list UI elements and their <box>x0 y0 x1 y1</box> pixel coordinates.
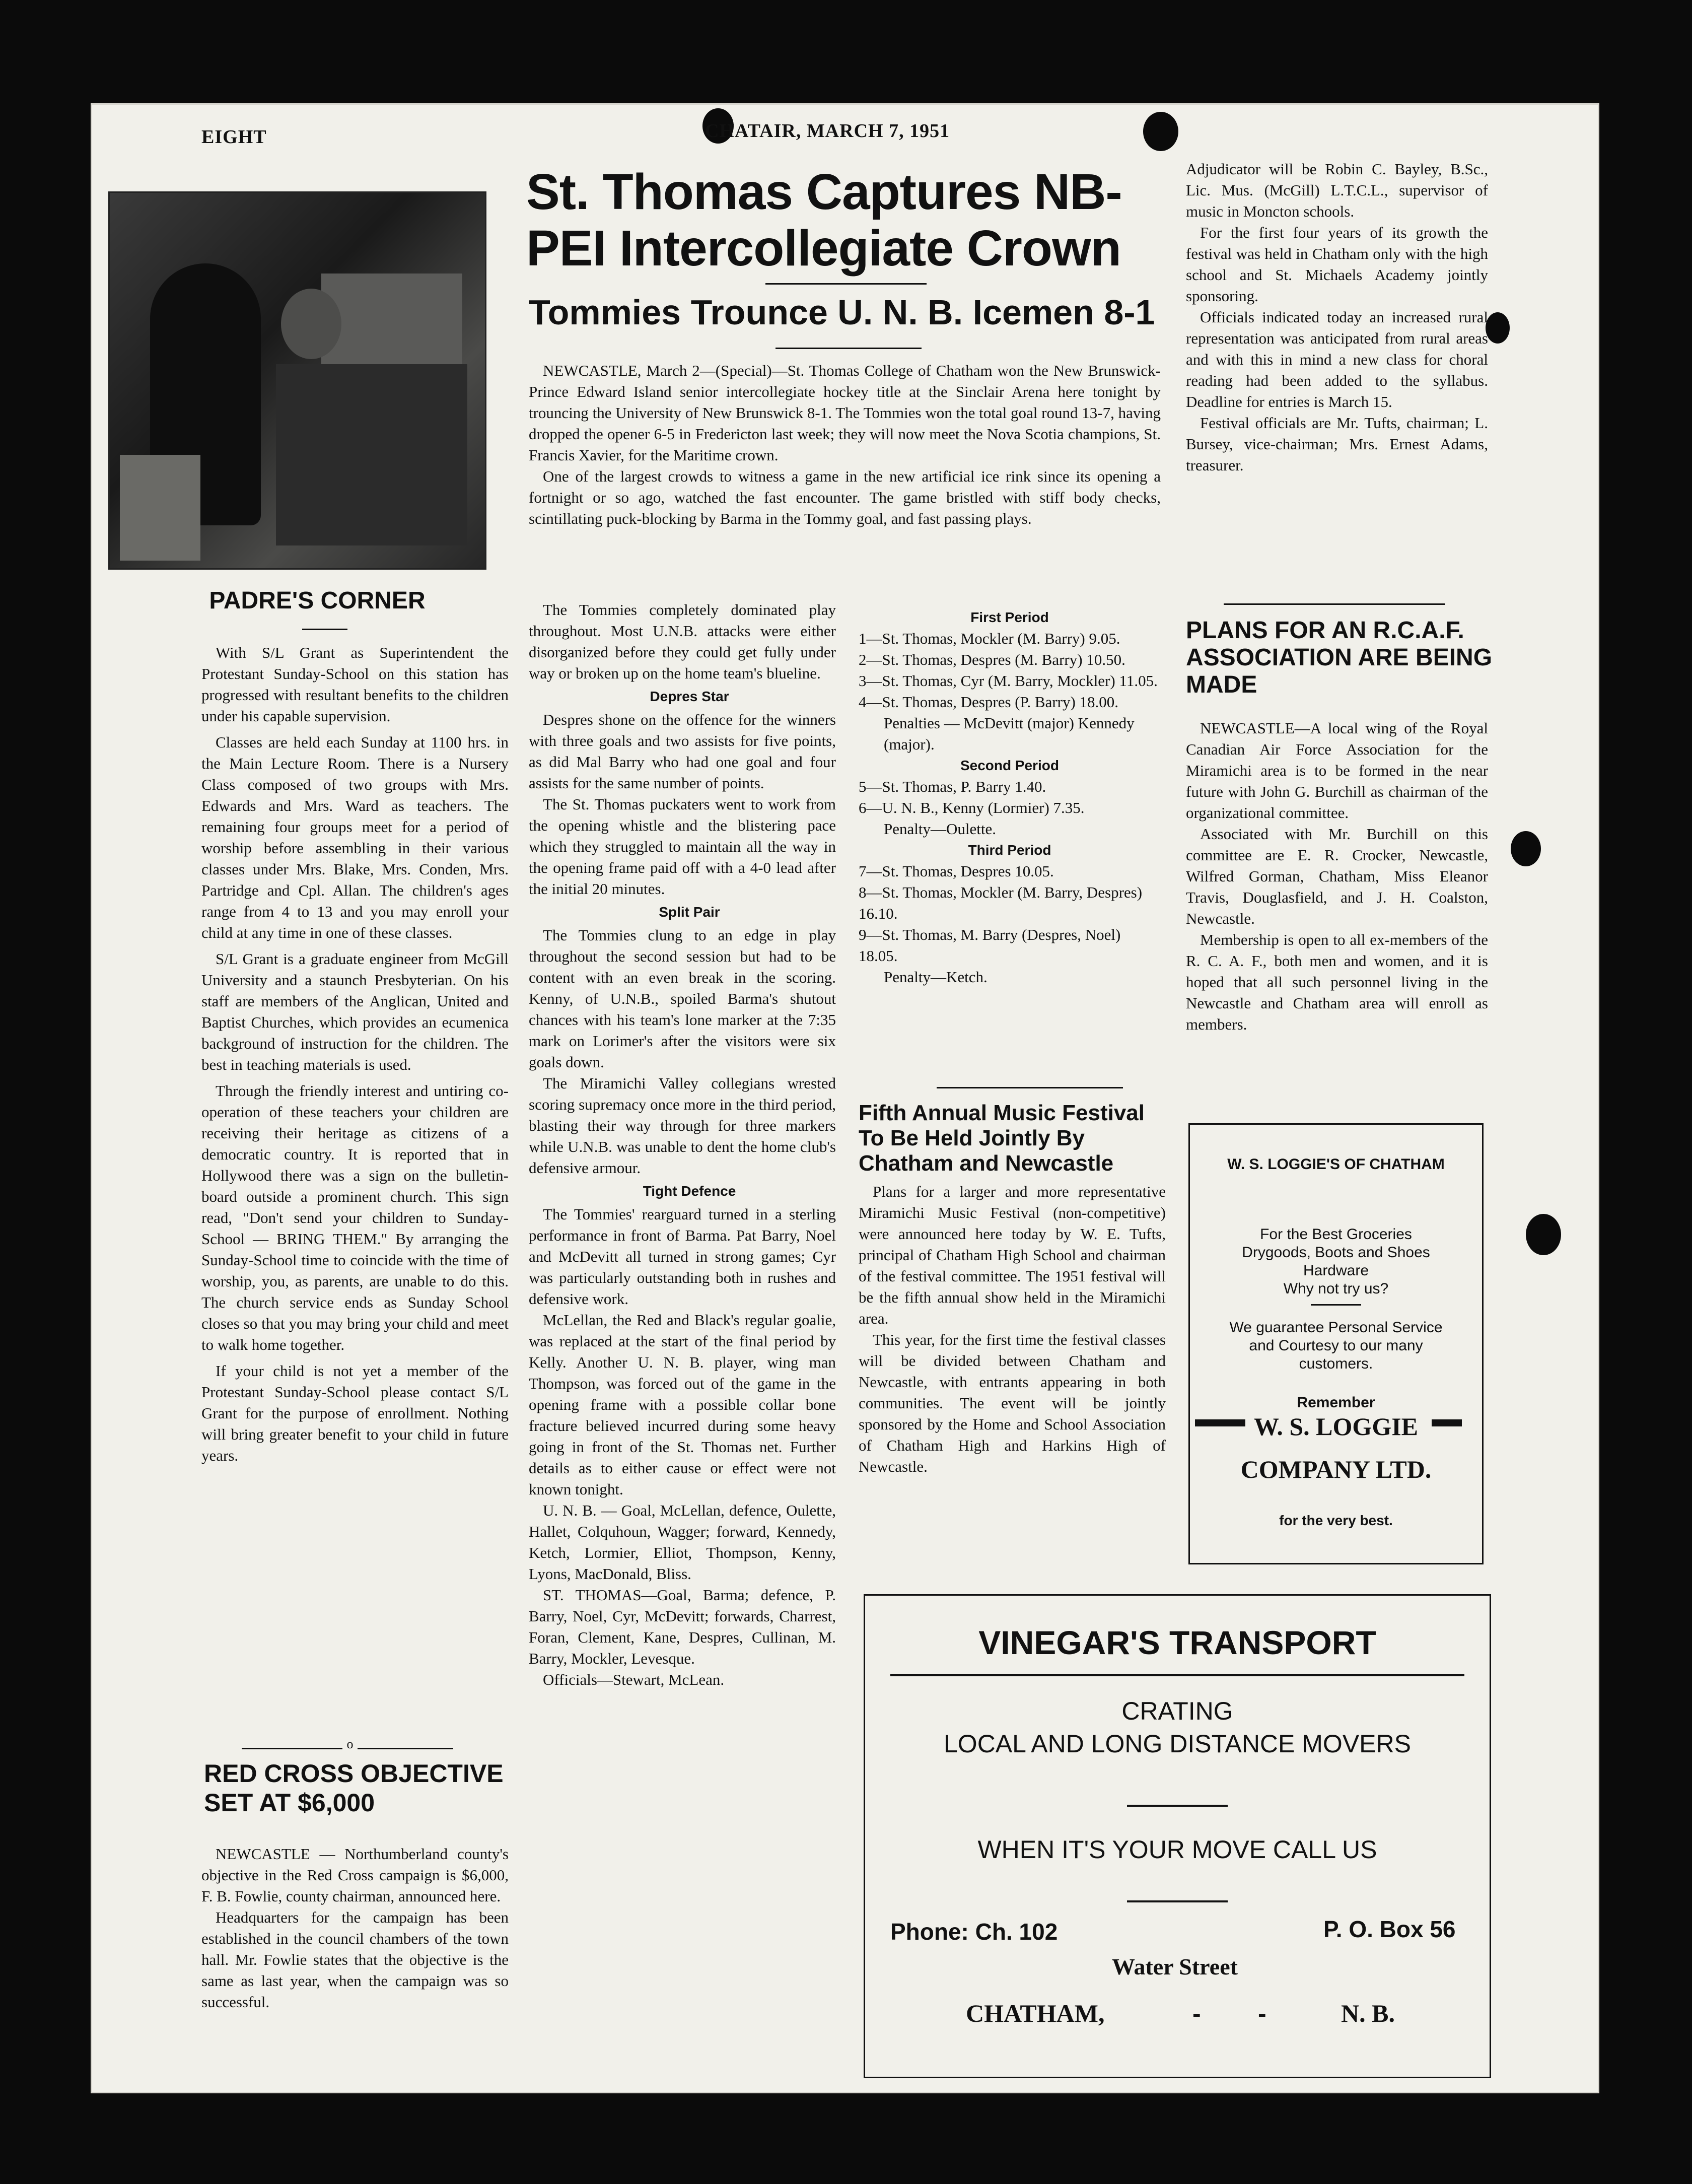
ad-line: Why not try us? <box>1283 1280 1389 1297</box>
story-subhead: Split Pair <box>659 904 720 920</box>
loggie-ad <box>1188 1123 1484 1564</box>
story-subhead: Depres Star <box>650 689 729 704</box>
music-para: Festival officials are Mr. Tufts, chairman; L. Bursey, vice-chairman; Mrs. Ernest Adams, treasurer. <box>1186 414 1488 474</box>
padre-title: PADRE'S CORNER <box>209 587 426 614</box>
ad-header: W. S. LOGGIE'S OF CHATHAM <box>1227 1156 1445 1173</box>
goal-line: 3—St. Thomas, Cyr (M. Barry, Mockler) 11.05. <box>859 672 1158 690</box>
rcaf-para: NEWCASTLE—A local wing of the Royal Canadian Air Force Association for the Miramichi area is to be formed in the near future with John G. Burchill as chairman of the organizational committee. <box>1186 719 1488 822</box>
lead-para: One of the largest crowds to witness a game in the new artificial ice rink since its opening a fortnight or so ago, watched the fast encounter. The game bristled with stiff body checks, scintillating puck-blocking by Barma in the Tommy goal, and fast passing plays. <box>529 467 1161 527</box>
period-title: First Period <box>970 609 1049 625</box>
goal-line: 2—St. Thomas, Despres (M. Barry) 10.50. <box>859 651 1125 668</box>
ad-line: customers. <box>1299 1355 1373 1372</box>
ad-line: and Courtesy to our many <box>1249 1337 1423 1354</box>
ad-line: Drygoods, Boots and Shoes <box>1242 1244 1430 1261</box>
story-para: The Miramichi Valley collegians wrested scoring supremacy once more in the third period, blasting their way through for three markers while U.N.B. was unable to dent the home club's defensive armour. <box>529 1074 836 1177</box>
divider <box>302 629 347 630</box>
ad-copy <box>1190 1225 1482 1298</box>
ad-line: LOCAL AND LONG DISTANCE MOVERS <box>944 1730 1411 1758</box>
story-para: The Tommies completely dominated play throughout. Most U.N.B. attacks were either disorganized before they could get fully under way or broken up on the home team's blueline. <box>529 601 836 682</box>
divider <box>890 1674 1464 1676</box>
binder-hole <box>1511 831 1541 866</box>
music-para: For the first four years of its growth the festival was held in Chatham only with the high school and St. Michaels Academy jointly sponsoring. <box>1186 224 1488 305</box>
music-para: This year, for the first time the festival classes will be divided between Chatham and Newcastle, with entrants appearing in both communities. The event will be jointly sponsored by the Home and School Association of Chatham High and Harkins High of Newcastle. <box>859 1331 1166 1475</box>
divider <box>1311 1304 1361 1306</box>
ad-dash: - <box>1192 1999 1201 2027</box>
ad-line: WHEN IT'S YOUR MOVE CALL US <box>977 1835 1377 1864</box>
period-title: Third Period <box>968 842 1051 858</box>
goal-line: 9—St. Thomas, M. Barry (Despres, Noel) 18.05. <box>859 926 1121 965</box>
ad-company-name: W. S. LOGGIE <box>1253 1412 1419 1441</box>
padre-photo <box>108 191 486 570</box>
music-body <box>859 1181 1166 1477</box>
penalty-line: Penalty—Oulette. <box>884 820 996 838</box>
goal-line: 8—St. Thomas, Mockler (M. Barry, Despres) 16.10. <box>859 883 1143 922</box>
ad-tagline: for the very best. <box>1279 1513 1393 1528</box>
ad-copy <box>1190 1319 1482 1373</box>
main-lead <box>529 360 1161 529</box>
story-subhead: Tight Defence <box>643 1183 736 1199</box>
music-para: Adjudicator will be Robin C. Bayley, B.Sc., Lic. Mus. (McGill) L.T.C.L., supervisor of music in Moncton schools. <box>1186 160 1488 220</box>
lead-para: NEWCASTLE, March 2—(Special)—St. Thomas College of Chatham won the New Brunswick-Prince Edward Island senior intercollegiate hockey title at the Sinclair Arena here tonight by trouncing the University of New Brunswick 8-1. The Tommies won the total goal round 13-7, having dropped the opener 6-5 in Fredericton last week; they will now meet the Nova Scotia champions, St. Francis Xavier, for the Maritime crown. <box>529 362 1161 464</box>
redcross-para: Headquarters for the campaign has been established in the council chambers of the town hall. Mr. Fowlie states that the objective is the same as last year, when the campaign was so successful. <box>201 1908 509 2011</box>
divider <box>1224 603 1445 605</box>
ad-province: N. B. <box>1341 1999 1395 2027</box>
penalty-line: Penalty—Ketch. <box>884 968 988 986</box>
padre-para: Through the friendly interest and untiring co-operation of these teachers your children are receiving their heritage as citizens of a democratic country. It is reported that in Hollywood there was a sign on the bulletin-board outside a prominent church. This sign read, "Don't send your children to Sunday-School — BRING THEM." By arranging the Sunday-School time to coincide with the time of worship, you, as parents, are unable to do this. The church service ends as Sunday School closes so that you may bring your child and meet to walk home together. <box>201 1082 509 1353</box>
goal-line: 1—St. Thomas, Mockler (M. Barry) 9.05. <box>859 630 1120 647</box>
main-subheadline: Tommies Trounce U. N. B. Icemen 8-1 <box>529 293 1155 332</box>
story-para: Despres shone on the offence for the winners with three goals and two assists for five points, as did Mal Barry who had one goal and four assists for the same number of points. <box>529 711 836 792</box>
ad-line: Hardware <box>1303 1262 1369 1279</box>
rcaf-para: Membership is open to all ex-members of the R. C. A. F., both men and women, and it is hoped that all such personnel living in the Newcastle and Chatham area will enroll as members. <box>1186 931 1488 1033</box>
ad-company-name: COMPANY LTD. <box>1240 1455 1432 1483</box>
music-para: Plans for a larger and more representative Miramichi Music Festival (non-competitive) were announced here today by W. E. Tufts, principal of Chatham High School and chairman of the festival committee. The 1951 festival will be the fifth annual show held in the Miramichi area. <box>859 1183 1166 1327</box>
story-para: The St. Thomas puckaters went to work from the opening whistle and the blistering pace which they struggled to maintain all the way in the opening frame paid off with a 4-0 lead after the initial 20 minutes. <box>529 795 836 898</box>
divider <box>937 1087 1123 1088</box>
divider <box>1127 1805 1228 1807</box>
padre-para: With S/L Grant as Superintendent the Protestant Sunday-School on this station has progressed with resultant benefits to the children under his capable supervision. <box>201 644 509 725</box>
main-headline: St. Thomas Captures NB-PEI Intercollegiate Crown <box>526 164 1122 277</box>
ad-dash: - <box>1258 1999 1266 2027</box>
story-para: The Tommies' rearguard turned in a sterling performance in front of Barma. Pat Barry, Noel and McDevitt all turned in strong games; Cyr was particularly outstanding both in rushes and defensive work. <box>529 1205 836 1308</box>
rcaf-body <box>1186 718 1488 1035</box>
goal-line: 4—St. Thomas, Despres (P. Barry) 18.00. <box>859 693 1119 711</box>
ad-street: Water Street <box>1112 1954 1238 1980</box>
binder-hole <box>1143 112 1178 151</box>
ad-city: CHATHAM, <box>966 1999 1105 2027</box>
dateline: CHATAIR, MARCH 7, 1951 <box>705 120 950 142</box>
divider <box>1127 1900 1228 1902</box>
redcross-body <box>201 1844 509 2013</box>
binder-hole <box>1486 312 1510 344</box>
story-para: The Tommies clung to an edge in play throughout the second session but had to be content with an even break in the scoring. Kenny, of U.N.B., spoiled Barma's shutout chances with his team's lone marker at the 7:35 mark on Lorimer's after the visitors were six goals down. <box>529 926 836 1071</box>
redcross-para: NEWCASTLE — Northumberland county's objective in the Red Cross campaign is $6,000, F. B. Fowlie, county chairman, announced here. <box>201 1845 509 1905</box>
story-para: Officials—Stewart, McLean. <box>543 1671 725 1688</box>
ad-line: We guarantee Personal Service <box>1229 1319 1443 1336</box>
vinegar-ad <box>864 1594 1491 2078</box>
redcross-title: RED CROSS OBJECTIVE SET AT $6,000 <box>204 1759 504 1817</box>
ad-pobox: P. O. Box 56 <box>1323 1916 1456 1942</box>
padre-para: If your child is not yet a member of the Protestant Sunday-School please contact S/L Grant for the purpose of enrollment. Nothing will bring greater benefit to your child in future years. <box>201 1362 509 1464</box>
ad-title: VINEGAR'S TRANSPORT <box>978 1624 1376 1661</box>
scoring-summary <box>859 607 1161 988</box>
binder-hole <box>1526 1214 1561 1255</box>
story-para: U. N. B. — Goal, McLellan, defence, Oulette, Hallet, Colquhoun, Wagger; forward, Kennedy, Ketch, Lormier, Elliot, Thompson, Kenny, Lyons, MacDonald, Bliss. <box>529 1501 836 1583</box>
story-para: ST. THOMAS—Goal, Barma; defence, P. Barry, Noel, Cyr, McDevitt; forwards, Charrest, Foran, Clement, Kane, Despres, Cullinan, M. Barry, Mockler, Levesque. <box>529 1586 836 1667</box>
ad-line: CRATING <box>1121 1697 1233 1725</box>
rcaf-para: Associated with Mr. Burchill on this committee are E. R. Crocker, Newcastle, Wilfred Gorman, Chatham, Miss Eleanor Travis, Douglasfield, and J. H. Coalston, Newcastle. <box>1186 825 1488 927</box>
page-number: EIGHT <box>201 126 267 148</box>
padre-para: S/L Grant is a graduate engineer from McGill University and a staunch Presbyterian. On his staff are members of the Anglican, United and Baptist Churches, which provides an ecumenica background of instruction for the children. The best in teaching materials is used. <box>201 950 509 1073</box>
main-col-a <box>529 599 836 1690</box>
padre-body <box>201 642 509 1466</box>
ad-remember: Remember <box>1297 1394 1375 1411</box>
divider <box>765 283 927 285</box>
ad-line: For the Best Groceries <box>1260 1226 1412 1243</box>
music-para: Officials indicated today an increased rural representation was anticipated from rural areas and with this in mind a new class for choral reading had been added to the syllabus. Deadline for entries is March 15. <box>1186 308 1488 411</box>
divider-mark: o <box>342 1737 358 1752</box>
music-title: Fifth Annual Music Festival To Be Held Jointly By Chatham and Newcastle <box>859 1101 1145 1176</box>
goal-line: 6—U. N. B., Kenny (Lormier) 7.35. <box>859 799 1085 816</box>
goal-line: 7—St. Thomas, Despres 10.05. <box>859 862 1054 880</box>
rcaf-title: PLANS FOR AN R.C.A.F. ASSOCIATION ARE BEING MADE <box>1186 617 1493 698</box>
divider <box>776 348 922 349</box>
period-title: Second Period <box>960 758 1060 773</box>
ad-phone: Phone: Ch. 102 <box>890 1919 1058 1945</box>
music-continued <box>1186 159 1488 476</box>
goal-line: 5—St. Thomas, P. Barry 1.40. <box>859 778 1046 795</box>
penalty-line: Penalties — McDevitt (major) Kennedy (major). <box>884 714 1135 753</box>
padre-para: Classes are held each Sunday at 1100 hrs. in the Main Lecture Room. There is a Nursery Class composed of two groups with Mrs. Edwards and Mrs. Ward as teachers. The remaining four groups meet for a period of worship before assembling in their various classes under Mrs. Blake, Mrs. Conden, Mrs. Partridge and Cpl. Allan. The children's ages range from 4 to 13 and you may enroll your child at any time in one of these classes. <box>201 733 509 941</box>
story-para: McLellan, the Red and Black's regular goalie, was replaced at the start of the final period by Kelly. Another U. N. B. player, wing man Thompson, was forced out of the game in the opening frame with a possible collar bone fracture believed incurred during some heavy going in front of the St. Thomas net. Further details as to either cause or effect were not known tonight. <box>529 1311 836 1498</box>
